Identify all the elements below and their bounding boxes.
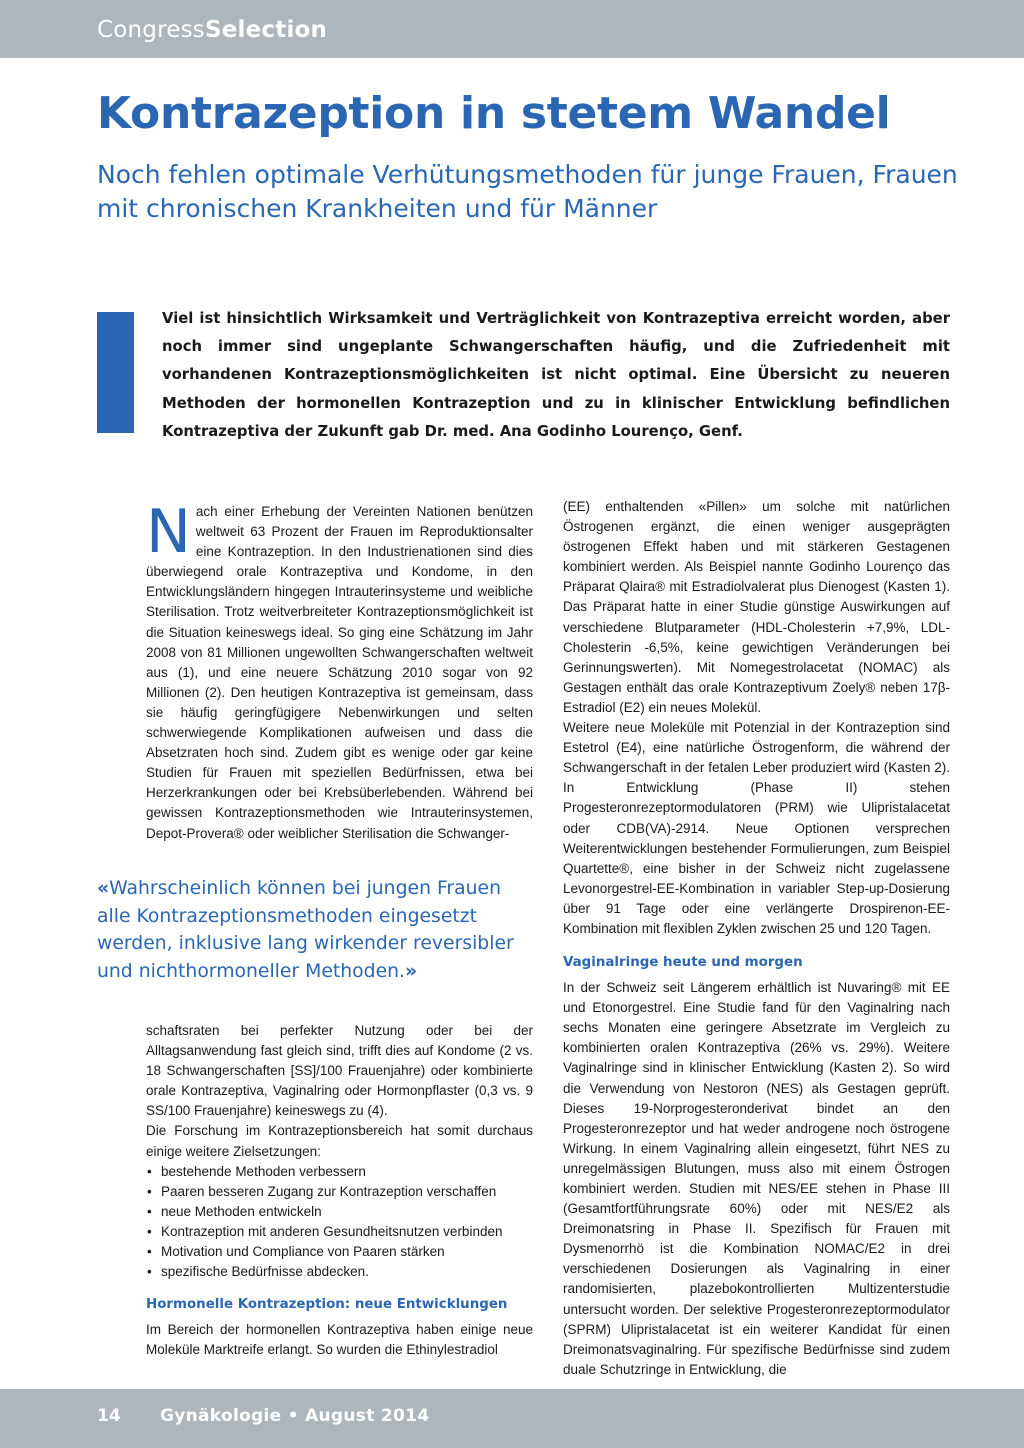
list-item: • bestehende Methoden verbessern: [146, 1162, 533, 1182]
initial-letter-i: [97, 312, 134, 433]
list-item: • Kontrazeption mit anderen Gesundheitsnutzen verbinden: [146, 1222, 533, 1242]
pull-quote: «Wahrscheinlich können bei jungen Frauen alle Kontrazeptionsmethoden eingesetzt werden, inklusive lang wirkender reversibler und nichthormoneller Methoden.»: [97, 878, 514, 982]
paragraph: Weitere neue Moleküle mit Potenzial in der Kontrazeption sind Estetrol (E4), eine natürliche Östrogenform, die während der Schwangerschaft in der fetalen Leber produziert wird (Kasten 2). In Entwicklung (Phase II) stehen Progesteronrezeptormodulatoren (PRM) wie Ulipristalacetat oder CDB(VA)-2914. Neue Optionen versprechen Weiterentwicklungen bestehender Formulierungen, zum Beispiel Quartette®, eine bisher in der Schweiz nicht zugelassene Levonorgestrel-EE-Kombination in variabler Step-up-Dosierung über 91 Tage oder eine verlängerte Drospirenon-EE-Kombination mit flexiblen Zyklen zwischen 25 und 120 Tagen.: [563, 720, 950, 936]
brand-logo: CongressSelection: [97, 17, 328, 43]
article-lead: Viel ist hinsichtlich Wirksamkeit und Verträglichkeit von Kontrazeptiva erreicht worden, aber noch immer sind ungeplante Schwangerschaften häufig, und die Zufriedenheit mit vorhandenen Kontrazeptionsmöglichkeiten ist nicht optimal. Eine Übersicht zu neueren Methoden der hormonellen Kontrazeption und zu in klinischer Entwicklung befindlichen Kontrazeptiva der Zukunft gab Dr. med. Ana Godinho Lourenço, Genf.: [162, 310, 950, 440]
drop-cap: N: [146, 497, 191, 567]
footer-bar: [0, 1389, 1024, 1448]
list-item: • Paaren besseren Zugang zur Kontrazeption verschaffen: [146, 1182, 533, 1202]
paragraph: In der Schweiz seit Längerem erhältlich ist Nuvaring® mit EE und Etonorgestrel. Eine Studie fand für den Vaginalring nach sechs Monaten eine geringere Absetzrate im Vergleich zu kombinierten oralen Kontrazeptiva (26% vs. 29%). Weitere Vaginalringe sind in klinischer Entwicklung (Kasten 2). So wird die Verwendung von Nestoron (NES) als Gestagen geprüft. Dieses 19-Norprogesteronderivat bindet an den Progesteronrezeptor und hat weder androgene noch östrogene Wirkung. In einem Vaginalring allein eingesetzt, führt NES zu unregelmässigen Blutungen, muss also mit einem Östrogen kombiniert werden. Studien mit NES/EE stehen in Phase III (Gesamtfortführungsrate 60%) oder mit NES/E2 als Dreimonatsring in Phase II. Spezifisch für Frauen mit Dysmenorrhö ist die Kombination NOMAC/E2 in drei verschiedenen Dosierungen als Vaginalring in einer randomisierten, plazebokontrollierten Multizenterstudie untersucht worden. Der selektive Progesteronrezeptormodulator (SPRM) Ulipristalacetat ist ein weiterer Kandidat für einen Dreimonatsvaginalring. Für spezifische Bedürfnisse sind zudem duale Schutzringe in Entwicklung, die: [563, 980, 950, 1377]
list-item: • Motivation und Compliance von Paaren stärken: [146, 1242, 533, 1262]
column-1-top: [146, 497, 533, 844]
column-2: [563, 497, 950, 1380]
article-subtitle: Noch fehlen optimale Verhütungsmethoden für junge Frauen, Frauen mit chronischen Krankheiten und für Männer: [97, 160, 958, 223]
paragraph: (EE) enthaltenden «Pillen» um solche mit natürlichen Östrogenen ergänzt, die einen weniger ausgeprägten östrogenen Effekt haben und mit stärkeren Gestagenen kombiniert werden. Als Beispiel nannte Godinho Lourenço das Präparat Qlaira® mit Estradiolvalerat plus Dienogest (Kasten 1). Das Präparat hatte in einer Studie günstige Auswirkungen auf verschiedene Blutparameter (HDL-Cholesterin +7,9%, LDL-Cholesterin -6,5%, keine gewichtigen Veränderungen bei Gerinnungswerten). Mit Nomegestrolacetat (NOMAC) als Gestagen enthält das orale Kontrazeptivum Zoely® neben 17β-Estradiol (E2) ein neues Molekül.: [563, 499, 950, 715]
goals-list: [146, 1162, 533, 1283]
journal-issue: Gynäkologie • August 2014: [160, 1406, 430, 1426]
column-1-bottom: [146, 1021, 533, 1360]
paragraph: Im Bereich der hormonellen Kontrazeptiva haben einige neue Moleküle Marktreife erlangt. So wurden die Ethinylestradiol: [146, 1322, 533, 1358]
paragraph: schaftsraten bei perfekter Nutzung oder bei der Alltagsanwendung fast gleich sind, trifft dies auf Kondome (2 vs. 18 Schwangerschaften [SS]/100 Frauenjahre) oder kombinierte orale Kontrazeptiva, Vaginalring oder Hormonpflaster (0,3 vs. 9 SS/100 Frauenjahre) keineswegs zu (4).: [146, 1023, 533, 1119]
section-heading: Hormonelle Kontrazeption: neue Entwicklungen: [146, 1297, 508, 1313]
article-title: Kontrazeption in stetem Wandel: [97, 88, 891, 139]
page-number: 14: [97, 1406, 121, 1426]
quote-close-icon: »: [405, 960, 418, 982]
list-item: • spezifische Bedürfnisse abdecken.: [146, 1262, 533, 1282]
intro-paragraph: Nach einer Erhebung der Vereinten Nationen benützen weltweit 63 Prozent der Frauen im Reproduktionsalter eine Kontrazeption. In den Industrienationen sind dies überwiegend orale Kontrazeptiva und Kondome, in den Entwicklungsländern hingegen Intrauterinsysteme und weibliche Sterilisation. Trotz weitverbreiteter Kontrazeptionsmöglichkeit ist die Situation keineswegs ideal. So ging eine Schätzung im Jahr 2008 von 81 Millionen ungewollten Schwangerschaften weltweit aus (1), und eine neuere Schätzung 2010 sogar von 92 Millionen (2). Den heutigen Kontrazeptiva ist gemeinsam, dass sie häufig geringfügigere Nebenwirkungen und selten schwerwiegende Komplikationen aufweisen und dass die Absetzraten hoch sind. Zudem gibt es wenige oder gar keine Studien für Frauen mit speziellen Bedürfnissen, etwa bei Herzerkrankungen oder bei Krebsüberlebenden. Während bei gewissen Kontrazeptionsmethoden wie Intrauterinsystemen, Depot-Provera® oder weiblicher Sterilisation die Schwanger-: [146, 497, 533, 841]
section-heading: Vaginalringe heute und morgen: [563, 955, 803, 971]
paragraph: Die Forschung im Kontrazeptionsbereich hat somit durchaus einige weitere Zielsetzungen:: [146, 1123, 533, 1159]
quote-open-icon: «: [97, 878, 110, 899]
list-item: • neue Methoden entwickeln: [146, 1202, 533, 1222]
